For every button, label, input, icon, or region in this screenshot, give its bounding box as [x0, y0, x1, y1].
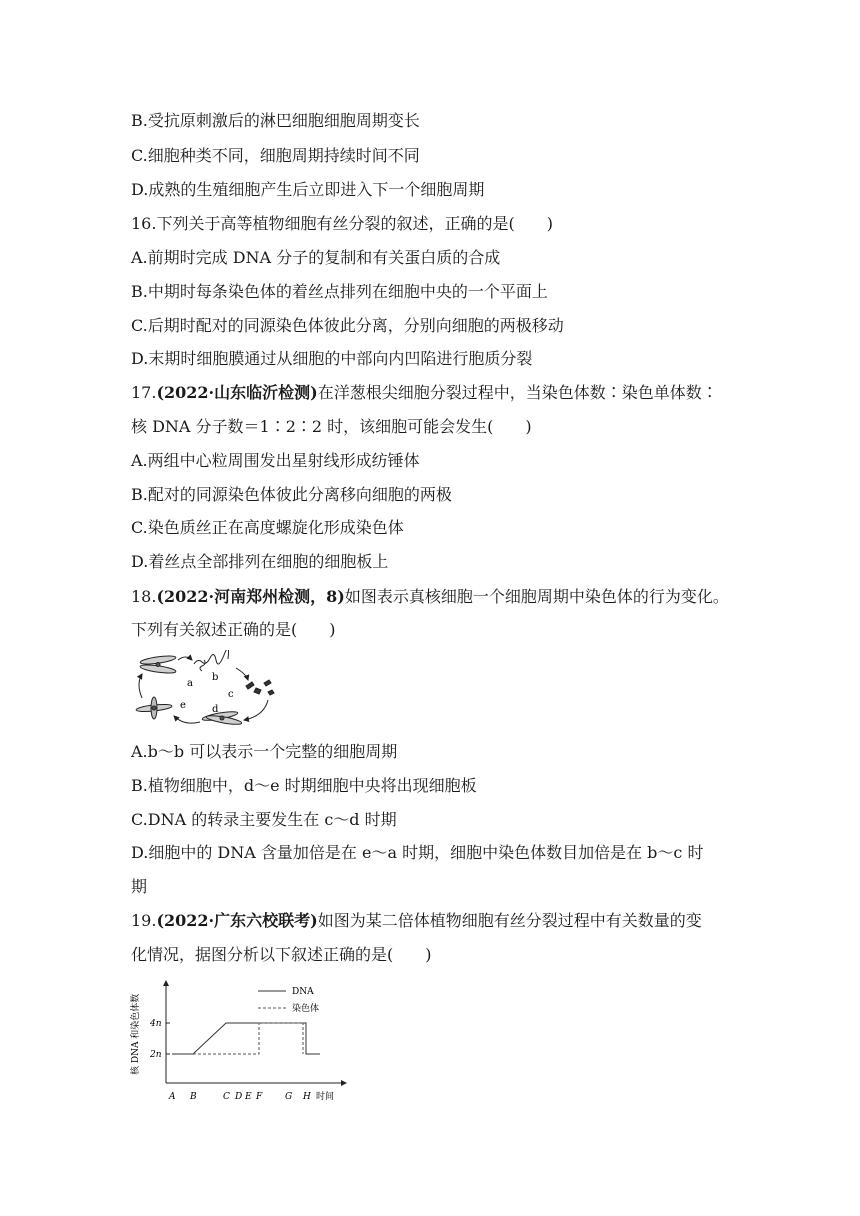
chromatin-b: [194, 650, 229, 664]
q19-number: 19.: [131, 911, 157, 930]
label-a: a: [187, 678, 193, 689]
q17-stem-line2: 核 DNA 分子数＝1∶2∶2 时，该细胞可能会发生( ): [131, 417, 532, 436]
q17-option-c: C.染色质丝正在高度螺旋化形成染色体: [131, 518, 404, 537]
legend-chromosome: 染色体: [292, 1004, 320, 1014]
arrow-e-a: [139, 674, 142, 698]
q19-stem-line1: [131, 911, 702, 931]
x-axis-label: 时间: [316, 1092, 335, 1102]
chromosome-c: [246, 680, 274, 695]
x-tick-C: C: [223, 1092, 230, 1102]
chromatin-b-strand: [200, 660, 205, 671]
q17-option-b: B.配对的同源染色体彼此分离移向细胞的两极: [131, 485, 452, 504]
q18-stem-line2: 下列有关叙述正确的是( ): [131, 620, 336, 639]
label-e: e: [180, 700, 186, 711]
q15-option-c: C.细胞种类不同，细胞周期持续时间不同: [131, 146, 420, 165]
arrow-b-c: [236, 668, 248, 680]
q17-source: (2022·山东临沂检测): [156, 383, 318, 402]
label-d: d: [212, 704, 219, 715]
label-c: c: [228, 689, 234, 700]
q18-number: 18.: [131, 587, 157, 606]
cell-cycle-figure: [128, 650, 288, 728]
q18-source: (2022·河南郑州检测，8): [156, 587, 345, 606]
dna-chromosome-chart: [128, 975, 358, 1105]
q17-stem-line1: [131, 383, 718, 403]
q16-stem: 16.下列关于高等植物细胞有丝分裂的叙述，正确的是( ): [131, 214, 553, 233]
y-tick-4n: 4n: [150, 1019, 162, 1029]
q17-option-d: D.着丝点全部排列在细胞的细胞板上: [131, 552, 389, 571]
q19-stem-line2: 化情况，据图分析以下叙述正确的是( ): [131, 945, 432, 964]
q18-option-d-line2: 期: [131, 877, 148, 896]
x-tick-E: E: [245, 1092, 252, 1102]
arrow-c-d: [244, 700, 268, 720]
q17-stem-text1: 在洋葱根尖细胞分裂过程中，当染色体数∶染色单体数∶: [317, 383, 718, 402]
x-tick-G: G: [285, 1092, 293, 1102]
chromosome-d: [202, 710, 242, 726]
x-tick-A: A: [169, 1092, 176, 1102]
arrow-d-e: [174, 716, 200, 723]
q18-option-c: C.DNA 的转录主要发生在 c～d 时期: [131, 810, 397, 829]
x-tick-F: F: [256, 1092, 263, 1102]
q19-stem-text1: 如图为某二倍体植物细胞有丝分裂过程中有关数量的变: [317, 911, 702, 930]
q16-option-d: D.末期时细胞膜通过从细胞的中部向内凹陷进行胞质分裂: [131, 349, 533, 368]
x-tick-D: D: [235, 1092, 243, 1102]
series-dna-line: [172, 1023, 320, 1054]
x-tick-B: B: [190, 1092, 197, 1102]
q15-option-b: B.受抗原刺激后的淋巴细胞细胞周期变长: [131, 111, 420, 130]
label-b: b: [212, 672, 219, 683]
q19-source: (2022·广东六校联考): [156, 911, 318, 930]
q18-option-d-line1: D.细胞中的 DNA 含量加倍是在 e～a 时期，细胞中染色体数目加倍是在 b～c 时: [131, 843, 704, 862]
q17-option-a: A.两组中心粒周围发出星射线形成纺锤体: [131, 451, 420, 470]
x-tick-H: H: [303, 1092, 311, 1102]
q18-option-a: A.b～b 可以表示一个完整的细胞周期: [131, 742, 398, 761]
q18-stem-line1: [131, 587, 729, 607]
legend-dna: DNA: [292, 987, 314, 997]
y-tick-2n: 2n: [150, 1050, 162, 1060]
q16-option-c: C.后期时配对的同源染色体彼此分离，分别向细胞的两极移动: [131, 316, 564, 335]
chromosome-e: [136, 697, 172, 719]
q15-option-d: D.成熟的生殖细胞产生后立即进入下一个细胞周期: [131, 180, 485, 199]
q17-number: 17.: [131, 383, 157, 402]
q18-stem-text1: 如图表示真核细胞一个细胞周期中染色体的行为变化。: [344, 587, 729, 606]
q16-option-b: B.中期时每条染色体的着丝点排列在细胞中央的一个平面上: [131, 282, 548, 301]
chromosome-a: [140, 654, 177, 674]
q16-option-a: A.前期时完成 DNA 分子的复制和有关蛋白质的合成: [131, 248, 501, 267]
y-axis-label: 核 DNA 和染色体数: [131, 993, 141, 1075]
q18-option-b: B.植物细胞中，d～e 时期细胞中央将出现细胞板: [131, 776, 477, 795]
arrow-a-b: [178, 657, 192, 660]
